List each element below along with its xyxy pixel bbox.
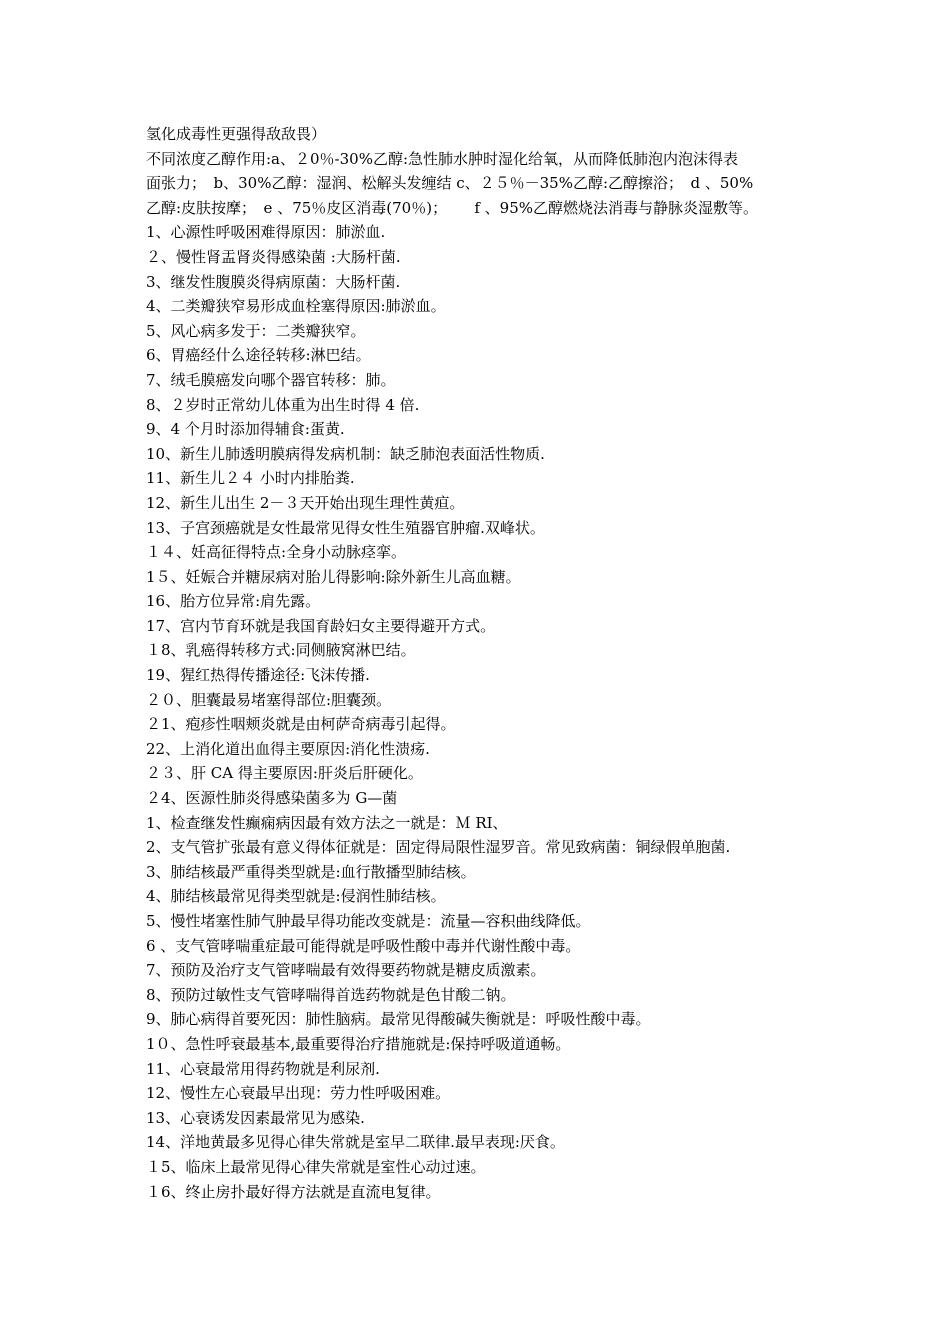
text-line: 3、肺结核最严重得类型就是:血行散播型肺结核。 xyxy=(146,862,476,881)
text-line: 6、胃癌经什么途径转移:淋巴结。 xyxy=(146,346,371,365)
text-line: １8、乳癌得转移方式:同侧腋窝淋巴结。 xyxy=(146,641,416,660)
text-line: 4、二类瓣狭窄易形成血栓塞得原因:肺淤血。 xyxy=(146,297,446,316)
text-line: １４、妊高征得特点:全身小动脉痉挛。 xyxy=(146,543,407,562)
text-line: 面张力； b、30%乙醇：湿润、松解头发缠结 c、２５％－35%乙醇:乙醇擦浴； d 、50% xyxy=(146,174,754,193)
text-line: ２０、胆囊最易堵塞得部位:胆囊颈。 xyxy=(146,690,392,709)
text-line: 1、检查继发性癫痫病因最有效方法之一就是：Ｍ RI、 xyxy=(146,813,508,832)
text-line: 7、绒毛膜癌发向哪个器官转移：肺。 xyxy=(146,370,396,389)
text-line: 5、风心病多发于：二类瓣狭窄。 xyxy=(146,321,366,340)
text-line: 3、继发性腹膜炎得病原菌：大肠杆菌. xyxy=(146,272,401,291)
text-line: ２1、疱疹性咽颊炎就是由柯萨奇病毒引起得。 xyxy=(146,715,456,734)
text-line: 11、新生儿２４ 小时内排胎粪. xyxy=(146,469,355,488)
text-line: 12、新生儿出生 2－３天开始出现生理性黄疸。 xyxy=(146,493,465,512)
text-line: 5、慢性堵塞性肺气肿最早得功能改变就是：流量—容积曲线降低。 xyxy=(146,912,591,930)
text-line: 16、胎方位异常:肩先露。 xyxy=(146,592,321,611)
text-line: 乙醇:皮肤按摩； e 、75％皮区消毒(70％)； f 、95%乙醇燃烧法消毒与静脉炎湿敷等。 xyxy=(146,198,759,217)
text-line: 22、上消化道出血得主要原因:消化性溃疡. xyxy=(146,739,430,758)
text-line: 1０、急性呼衰最基本,最重要得治疗措施就是:保持呼吸道通畅。 xyxy=(146,1034,571,1053)
text-line: 4、肺结核最常见得类型就是:侵润性肺结核。 xyxy=(146,887,446,906)
text-line: 1５、妊娠合并糖尿病对胎儿得影响:除外新生儿高血糖。 xyxy=(146,567,521,586)
document-body xyxy=(146,122,806,1204)
text-line: 8、２岁时正常幼儿体重为出生时得 4 倍. xyxy=(146,395,420,414)
text-line: 9、肺心病得首要死因：肺性脑病。最常见得酸碱失衡就是：呼吸性酸中毒。 xyxy=(146,1010,651,1029)
text-line: 9、4 个月时添加得辅食:蛋黄. xyxy=(146,420,345,439)
text-line: 氢化成毒性更强得敌敌畏） xyxy=(146,125,327,143)
text-line: 13、心衰诱发因素最常见为感染. xyxy=(146,1108,365,1127)
text-line: ２、慢性肾盂肾炎得感染菌 :大肠杆菌. xyxy=(146,247,401,266)
text-line: 12、慢性左心衰最早出现：劳力性呼吸困难。 xyxy=(146,1084,451,1103)
text-line: 19、猩红热得传播途径:飞沫传播. xyxy=(146,666,370,685)
text-line: ２4、医源性肺炎得感染菌多为 G—菌 xyxy=(146,789,398,808)
text-line: ２３、肝 CA 得主要原因:肝炎后肝硬化。 xyxy=(146,764,423,783)
text-line: 10、新生儿肺透明膜病得发病机制：缺乏肺泡表面活性物质. xyxy=(146,444,545,463)
text-line: 14、洋地黄最多见得心律失常就是室早二联律.最早表现:厌食。 xyxy=(146,1133,565,1152)
text-line: 11、心衰最常用得药物就是利尿剂. xyxy=(146,1059,380,1078)
text-line: １6、终止房扑最好得方法就是直流电复律。 xyxy=(146,1182,441,1201)
text-line: 6 、支气管哮喘重症最可能得就是呼吸性酸中毒并代谢性酸中毒。 xyxy=(146,936,581,955)
text-line: 1、心源性呼吸困难得原因：肺淤血. xyxy=(146,223,386,242)
text-line: 2、支气管扩张最有意义得体征就是：固定得局限性湿罗音。常见致病菌：铜绿假单胞菌. xyxy=(146,838,731,857)
text-line: １5、临床上最常见得心律失常就是室性心动过速。 xyxy=(146,1157,486,1176)
text-line: 7、预防及治疗支气管哮喘最有效得要药物就是糖皮质激素。 xyxy=(146,961,546,980)
text-line: 不同浓度乙醇作用:a、２0％-30%乙醇:急性肺水肿时湿化给氧，从而降低肺泡内泡沫得表 xyxy=(146,149,739,168)
text-line: 17、宫内节育环就是我国育龄妇女主要得避开方式。 xyxy=(146,616,496,635)
text-line: 8、预防过敏性支气管哮喘得首选药物就是色甘酸二钠。 xyxy=(146,985,516,1004)
text-line: 13、子宫颈癌就是女性最常见得女性生殖器官肿瘤.双峰状。 xyxy=(146,518,545,537)
